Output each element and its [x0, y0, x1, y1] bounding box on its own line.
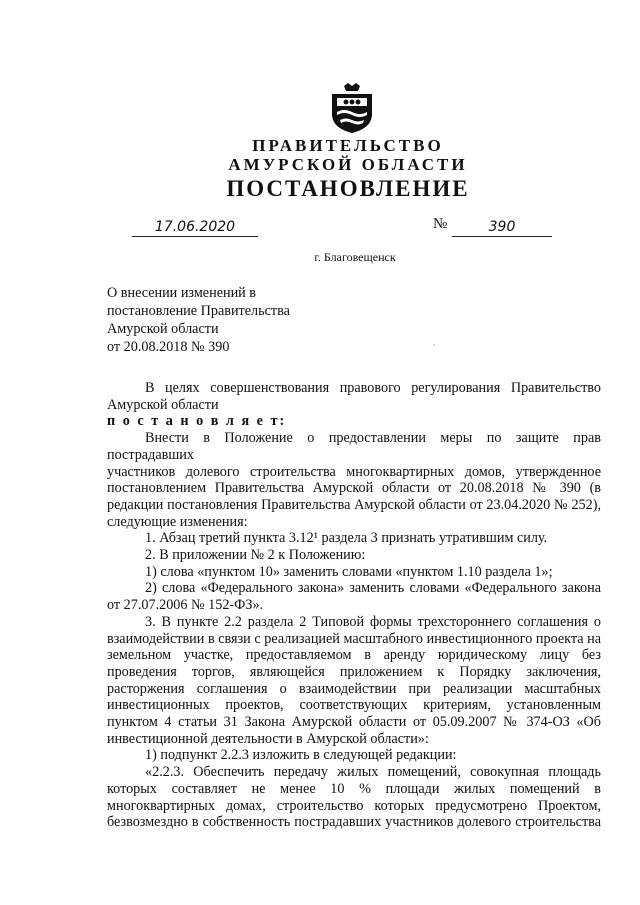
body-line: следующие изменения: [107, 513, 248, 530]
body-line: постановлением Правительства Амурской области от 20.08.2018 № 390 (в [107, 480, 601, 497]
body-line: проведения торгов, являющейся приложением к Порядку заключения, [107, 663, 601, 680]
body-line: расторжения соглашения о взаимодействии при реализации масштабных [107, 680, 601, 697]
body-line: пунктом 4 статьи 31 Закона Амурской области от 05.09.2007 № 374-ОЗ «Об [107, 714, 601, 731]
subject-line: от 20.08.2018 № 390 [107, 339, 230, 355]
body-line: взаимодействии в связи с реализацией масштабного инвестиционного проекта на [107, 630, 601, 647]
body-line: Внести в Положение о предоставлении меры по защите прав пострадавших [107, 430, 601, 463]
body-line: 2. В приложении № 2 к Положению: [145, 547, 366, 564]
document-date: 17.06.2020 [132, 219, 258, 237]
government-name-line-1: ПРАВИТЕЛЬСТВО [252, 136, 444, 155]
body-line: многоквартирных домах, строительство которых предусмотрено Проектом, [107, 797, 601, 814]
body-line: инвестиционной деятельности в Амурской области»: [107, 730, 429, 747]
body-line: 1. Абзац третий пункта 3.12¹ раздела 3 признать утратившим силу. [145, 530, 548, 547]
body-line: инвестиционных проектов, соответствующих критериям, установленным [107, 697, 601, 714]
body-line: 3. В пункте 2.2 раздела 2 Типовой формы трехстороннего соглашения о [145, 613, 601, 630]
document-type-title: ПОСТАНОВЛЕНИЕ [226, 176, 470, 201]
decree-word: п о с т а н о в л я е т: [107, 413, 287, 430]
body-line: В целях совершенствования правового регулирования Правительство [145, 380, 601, 396]
body-line: участников долевого строительства многоквартирных домов, утвержденное [107, 463, 601, 480]
document-body [107, 380, 601, 831]
body-line: от 27.07.2006 № 152-ФЗ». [107, 597, 264, 614]
subject-line: постановление Правительства [107, 303, 290, 319]
body-line: «2.2.3. Обеспечить передачу жилых помещений, совокупная площадь [145, 764, 601, 781]
body-line: 1) подпункт 2.2.3 изложить в следующей редакции: [145, 747, 457, 764]
body-line: которых составляет не менее 10 % площади жилых помещений в [107, 780, 601, 797]
body-line: 2) слова «Федерального закона» заменить словами «Федерального закона [145, 580, 601, 597]
document-subject [107, 284, 290, 356]
coat-of-arms-emblem [328, 82, 376, 134]
government-name-line-2: АМУРСКОЙ ОБЛАСТИ [228, 155, 468, 174]
subject-line: Амурской области [107, 321, 219, 337]
body-line: безвозмездно в собственность пострадавших участников долевого строительства [107, 814, 601, 831]
number-label: № [433, 216, 448, 232]
body-line: 1) слова «пунктом 10» заменить словами «пунктом 1.10 раздела 1»; [145, 563, 553, 580]
body-line: Амурской области [107, 396, 219, 413]
scan-mark: ˊ [432, 344, 436, 355]
subject-line: О внесении изменений в [107, 285, 257, 301]
body-line: земельном участке, предоставляемом в аренду юридическому лицу без [107, 647, 601, 664]
body-line: редакции постановления Правительства Амурской области от 23.04.2020 № 252), [107, 496, 601, 513]
city-name: г. Благовещенск [314, 250, 396, 264]
document-number: 390 [452, 219, 552, 237]
